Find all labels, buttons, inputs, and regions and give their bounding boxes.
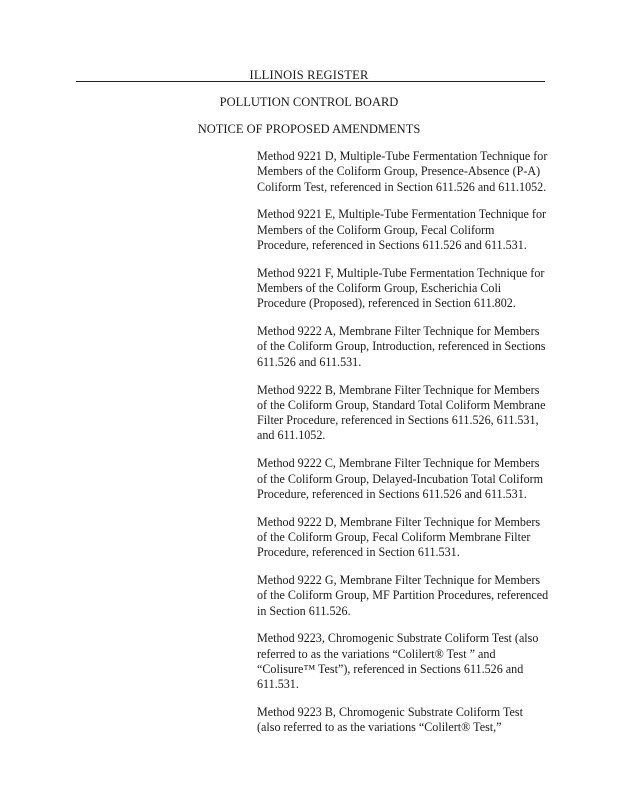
method-entry: Method 9222 G, Membrane Filter Technique for Members of the Coliform Group, MF Partition Procedures, referenced in Section 611.526. bbox=[257, 573, 549, 618]
register-title: ILLINOIS REGISTER bbox=[249, 68, 369, 82]
notice-title: NOTICE OF PROPOSED AMENDMENTS bbox=[197, 122, 421, 136]
method-list bbox=[257, 149, 549, 748]
method-entry: Method 9223, Chromogenic Substrate Coliform Test (also referred to as the variations “Colilert® Test ” and “Colisure™ Test”), referenced in Sections 611.526 and 611.531. bbox=[257, 631, 539, 692]
header-divider bbox=[76, 81, 545, 82]
method-entry: Method 9221 F, Multiple-Tube Fermentation Technique for Members of the Coliform Group, Escherichia Coli Procedure (Proposed), referenced in Section 611.802. bbox=[257, 265, 545, 311]
method-entry: Method 9222 A, Membrane Filter Technique for Members of the Coliform Group, Introduction, referenced in Sections 611.526 and 611.531. bbox=[257, 324, 546, 369]
method-entry: Method 9223 B, Chromogenic Substrate Coliform Test (also referred to as the variations “Colilert® Test,” bbox=[257, 705, 523, 735]
method-entry: Method 9221 E, Multiple-Tube Fermentation Technique for Members of the Coliform Group, Fecal Coliform Procedure, referenced in Sections 611.526 and 611.531. bbox=[257, 207, 547, 252]
method-entry: Method 9222 C, Membrane Filter Technique for Members of the Coliform Group, Delayed-Incubation Total Coliform Procedure, referenced in Sections 611.526 and 611.531. bbox=[257, 456, 544, 501]
method-entry: Method 9222 B, Membrane Filter Technique for Members of the Coliform Group, Standard Total Coliform Membrane Filter Procedure, referenced in Sections 611.526, 611.531, and 611.1052. bbox=[257, 382, 546, 443]
board-title: POLLUTION CONTROL BOARD bbox=[219, 95, 399, 109]
method-entry: Method 9221 D, Multiple-Tube Fermentation Technique for Members of the Coliform Group, Presence-Absence (P-A) Coliform Test, referenced in Section 611.526 and 611.1052. bbox=[257, 149, 548, 194]
method-entry: Method 9222 D, Membrane Filter Technique for Members of the Coliform Group, Fecal Coliform Membrane Filter Procedure, referenced in Section 611.531. bbox=[257, 514, 541, 560]
